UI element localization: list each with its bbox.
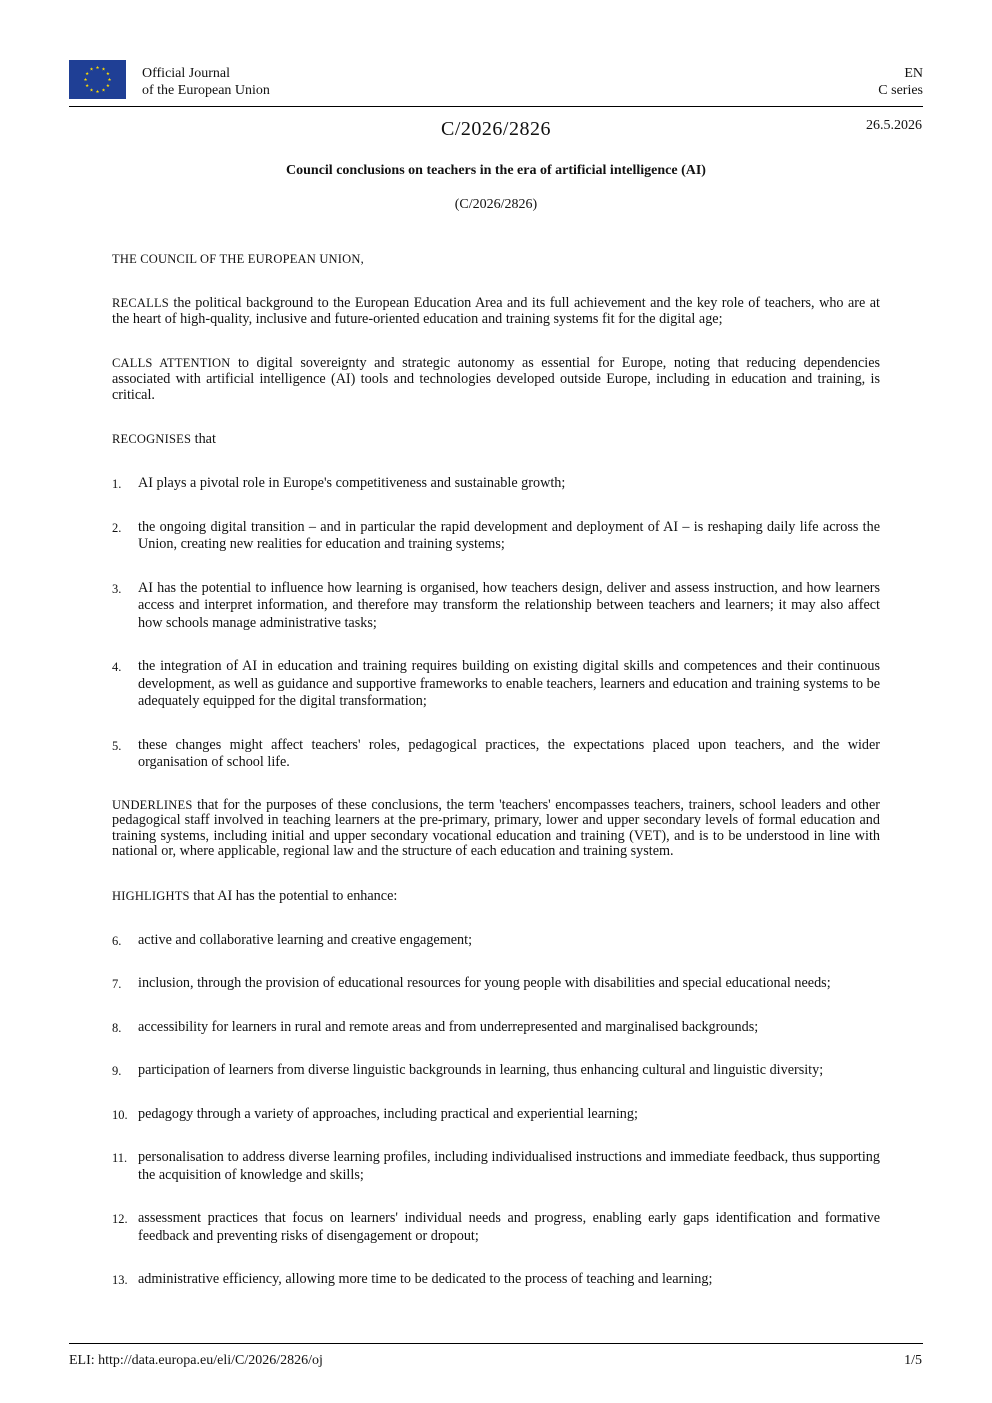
list-item	[112, 1210, 880, 1245]
calls-attention-paragraph	[112, 355, 880, 403]
item-number: 11.	[112, 1151, 128, 1165]
flag-star-icon: ★	[101, 87, 106, 93]
item-text: AI has the potential to influence how learning is organised, how teachers design, deliver and assess instruction, and how learners access and interpret information, and therefore may transform the relationship between teachers and learners; it may also affect how schools manage administrative tasks;	[138, 579, 880, 631]
item-number: 6.	[112, 933, 122, 948]
item-number: 5.	[112, 738, 122, 753]
highlights-list	[112, 932, 880, 1289]
eli-link[interactable]: ELI: http://data.europa.eu/eli/C/2026/2826/oj	[69, 1353, 323, 1368]
flag-star-icon: ★	[85, 83, 90, 88]
item-number: 9.	[112, 1064, 122, 1078]
list-item	[112, 580, 880, 633]
highlights-paragraph	[112, 888, 880, 904]
language-code: EN	[904, 66, 923, 81]
recognises-text: that	[191, 431, 216, 447]
item-text: these changes might affect teachers' roles, pedagogical practices, the expectations placed upon teachers, and the wider organisation of school life.	[138, 736, 880, 770]
item-number: 12.	[112, 1212, 128, 1226]
item-text: active and collaborative learning and creative engagement;	[138, 931, 473, 948]
item-number: 8.	[112, 1020, 122, 1035]
flag-star-icon: ★	[85, 71, 90, 76]
underlines-keyword: UNDERLINES	[112, 797, 193, 812]
item-text: participation of learners from diverse linguistic backgrounds in learning, thus enhancing cultural and linguistic diversity;	[138, 1062, 824, 1078]
list-item	[112, 1149, 880, 1184]
document-number: C/2026/2826	[441, 118, 551, 140]
item-text: assessment practices that focus on learners' individual needs and progress, enabling early gaps identification and formative feedback and preventing risks of disengagement or dropout;	[138, 1210, 880, 1244]
list-item	[112, 1062, 880, 1080]
flag-star-icon: ★	[101, 66, 106, 72]
list-item	[112, 975, 880, 993]
flag-star-icon: ★	[95, 89, 100, 94]
list-item	[112, 658, 880, 711]
flag-star-icon: ★	[89, 87, 94, 93]
recalls-text: the political background to the European Education Area and its full achievement and the key role of teachers, who are at the heart of high-quality, inclusive and future-oriented education and training systems fit for the digital age;	[112, 295, 880, 327]
journal-name	[142, 65, 270, 99]
document-reference: (C/2026/2826)	[454, 197, 538, 212]
footer-divider	[69, 1343, 923, 1344]
item-number: 13.	[112, 1273, 128, 1287]
list-item	[112, 1106, 880, 1124]
item-number: 3.	[112, 581, 122, 596]
list-item	[112, 737, 880, 772]
series-label: C series	[878, 83, 923, 98]
highlights-text: that AI has the potential to enhance:	[189, 887, 398, 904]
page-number: 1/5	[904, 1353, 922, 1368]
flag-star-icon: ★	[107, 77, 112, 82]
highlights-keyword: HIGHLIGHTS	[112, 888, 190, 903]
calls-attention-keyword: CALLS ATTENTION	[112, 356, 231, 370]
underlines-text: that for the purposes of these conclusions, the term 'teachers' encompasses teachers, trainers, school leaders and other pedagogical staff involved in teaching learners at the pre-primary, primary, lower and upper secondary levels of formal education and training systems, including initial and upper secondary vocational education and training (VET), and is to be understood in line with national or, where applicable, regional law and the structure of each education and training system.	[112, 796, 880, 859]
recognises-list	[112, 475, 880, 772]
item-text: pedagogy through a variety of approaches, including practical and experiential learning;	[138, 1105, 638, 1122]
item-number: 4.	[112, 660, 122, 674]
document-body	[112, 251, 880, 1315]
item-text: the integration of AI in education and training requires building on existing digital skills and competences and their continuous development, as well as guidance and supportive frameworks to enable teachers, learners and education and training systems to be adequately equipped for the digital transformation;	[138, 658, 880, 709]
list-item	[112, 519, 880, 554]
document-title: Council conclusions on teachers in the era of artificial intelligence (AI)	[286, 163, 706, 178]
recalls-paragraph	[112, 295, 880, 327]
item-number: 2.	[112, 520, 122, 535]
item-number: 10.	[112, 1107, 128, 1122]
item-text: AI plays a pivotal role in Europe's competitiveness and sustainable growth;	[138, 475, 566, 491]
list-item	[112, 932, 880, 950]
calls-attention-text: to digital sovereignty and strategic autonomy as essential for Europe, noting that reducing dependencies associated with artificial intelligence (AI) tools and technologies developed outside Europe, including in education and training, is critical.	[112, 355, 881, 403]
flag-star-icon: ★	[83, 77, 88, 82]
item-text: the ongoing digital transition – and in particular the rapid development and deployment of AI – is reshaping daily life across the Union, creating new realities for education and training systems;	[138, 518, 880, 552]
recognises-keyword: RECOGNISES	[112, 432, 192, 446]
recalls-keyword: RECALLS	[112, 296, 169, 310]
journal-line-2: of the European Union	[142, 83, 270, 98]
document-date: 26.5.2026	[866, 118, 922, 133]
item-number: 7.	[112, 977, 122, 991]
flag-star-icon: ★	[89, 66, 94, 72]
opening-line	[112, 251, 880, 267]
journal-line-1: Official Journal	[142, 66, 230, 81]
opening-text: THE COUNCIL OF THE EUROPEAN UNION,	[112, 252, 364, 266]
item-number: 1.	[112, 477, 122, 491]
item-text: personalisation to address diverse learning profiles, including individualised instructions and immediate feedback, thus supporting the acquisition of knowledge and skills;	[138, 1149, 880, 1183]
flag-star-icon: ★	[105, 71, 110, 76]
flag-star-icon: ★	[105, 83, 110, 88]
item-text: accessibility for learners in rural and remote areas and from underrepresented and marginalised backgrounds;	[138, 1018, 759, 1035]
recognises-paragraph	[112, 431, 880, 447]
item-text: inclusion, through the provision of educational resources for young people with disabilities and special educational needs;	[138, 975, 831, 991]
eu-flag-logo	[69, 60, 126, 99]
item-text: administrative efficiency, allowing more time to be dedicated to the process of teaching and learning;	[138, 1271, 713, 1287]
list-item	[112, 1271, 880, 1289]
header-divider	[69, 106, 923, 107]
list-item	[112, 1019, 880, 1037]
list-item	[112, 475, 880, 493]
underlines-paragraph	[112, 798, 880, 860]
language-series	[878, 65, 923, 99]
flag-star-icon: ★	[95, 65, 100, 70]
